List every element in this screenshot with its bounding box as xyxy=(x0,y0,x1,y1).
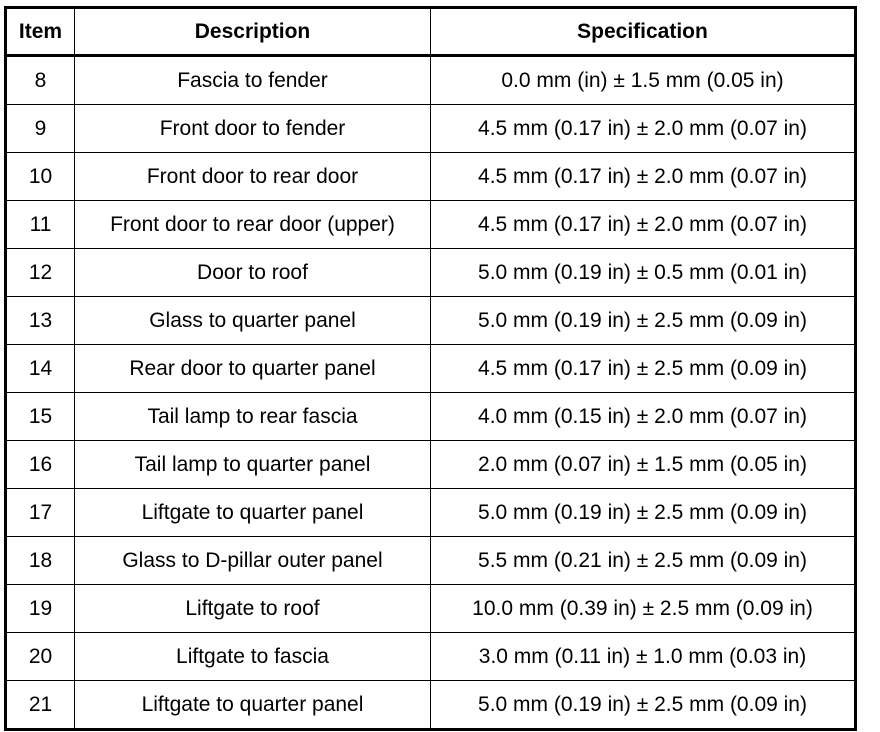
cell-item: 14 xyxy=(6,345,75,393)
cell-description: Door to roof xyxy=(75,249,431,297)
specification-table xyxy=(4,6,857,731)
cell-item: 11 xyxy=(6,201,75,249)
table-row xyxy=(6,441,856,489)
cell-description: Glass to quarter panel xyxy=(75,297,431,345)
table-row xyxy=(6,105,856,153)
table-row xyxy=(6,489,856,537)
table-row xyxy=(6,56,856,105)
cell-item: 20 xyxy=(6,633,75,681)
cell-specification: 3.0 mm (0.11 in) ± 1.0 mm (0.03 in) xyxy=(431,633,856,681)
header-description: Description xyxy=(75,8,431,56)
cell-item: 17 xyxy=(6,489,75,537)
cell-specification: 4.5 mm (0.17 in) ± 2.5 mm (0.09 in) xyxy=(431,345,856,393)
cell-item: 15 xyxy=(6,393,75,441)
header-specification: Specification xyxy=(431,8,856,56)
header-item: Item xyxy=(6,8,75,56)
table-row xyxy=(6,153,856,201)
cell-description: Liftgate to fascia xyxy=(75,633,431,681)
cell-item: 8 xyxy=(6,56,75,105)
cell-item: 21 xyxy=(6,681,75,730)
cell-specification: 5.5 mm (0.21 in) ± 2.5 mm (0.09 in) xyxy=(431,537,856,585)
table-header-row xyxy=(6,8,856,56)
cell-item: 16 xyxy=(6,441,75,489)
table-row xyxy=(6,537,856,585)
cell-specification: 5.0 mm (0.19 in) ± 2.5 mm (0.09 in) xyxy=(431,297,856,345)
cell-specification: 5.0 mm (0.19 in) ± 2.5 mm (0.09 in) xyxy=(431,681,856,730)
cell-specification: 4.5 mm (0.17 in) ± 2.0 mm (0.07 in) xyxy=(431,153,856,201)
cell-item: 10 xyxy=(6,153,75,201)
cell-specification: 4.0 mm (0.15 in) ± 2.0 mm (0.07 in) xyxy=(431,393,856,441)
cell-specification: 4.5 mm (0.17 in) ± 2.0 mm (0.07 in) xyxy=(431,201,856,249)
cell-description: Front door to fender xyxy=(75,105,431,153)
table-row xyxy=(6,393,856,441)
cell-item: 12 xyxy=(6,249,75,297)
table-row xyxy=(6,201,856,249)
table-body xyxy=(6,56,856,730)
cell-description: Liftgate to quarter panel xyxy=(75,489,431,537)
cell-item: 18 xyxy=(6,537,75,585)
cell-description: Tail lamp to rear fascia xyxy=(75,393,431,441)
table-row xyxy=(6,345,856,393)
cell-description: Liftgate to quarter panel xyxy=(75,681,431,730)
cell-description: Front door to rear door (upper) xyxy=(75,201,431,249)
table-row xyxy=(6,681,856,730)
cell-description: Front door to rear door xyxy=(75,153,431,201)
cell-description: Glass to D-pillar outer panel xyxy=(75,537,431,585)
cell-specification: 2.0 mm (0.07 in) ± 1.5 mm (0.05 in) xyxy=(431,441,856,489)
table-row xyxy=(6,585,856,633)
cell-item: 19 xyxy=(6,585,75,633)
table-row xyxy=(6,633,856,681)
cell-specification: 5.0 mm (0.19 in) ± 0.5 mm (0.01 in) xyxy=(431,249,856,297)
table-row xyxy=(6,297,856,345)
cell-specification: 10.0 mm (0.39 in) ± 2.5 mm (0.09 in) xyxy=(431,585,856,633)
cell-description: Rear door to quarter panel xyxy=(75,345,431,393)
cell-description: Liftgate to roof xyxy=(75,585,431,633)
table-row xyxy=(6,249,856,297)
cell-specification: 4.5 mm (0.17 in) ± 2.0 mm (0.07 in) xyxy=(431,105,856,153)
cell-item: 9 xyxy=(6,105,75,153)
cell-item: 13 xyxy=(6,297,75,345)
cell-description: Fascia to fender xyxy=(75,56,431,105)
cell-specification: 5.0 mm (0.19 in) ± 2.5 mm (0.09 in) xyxy=(431,489,856,537)
cell-specification: 0.0 mm (in) ± 1.5 mm (0.05 in) xyxy=(431,56,856,105)
cell-description: Tail lamp to quarter panel xyxy=(75,441,431,489)
